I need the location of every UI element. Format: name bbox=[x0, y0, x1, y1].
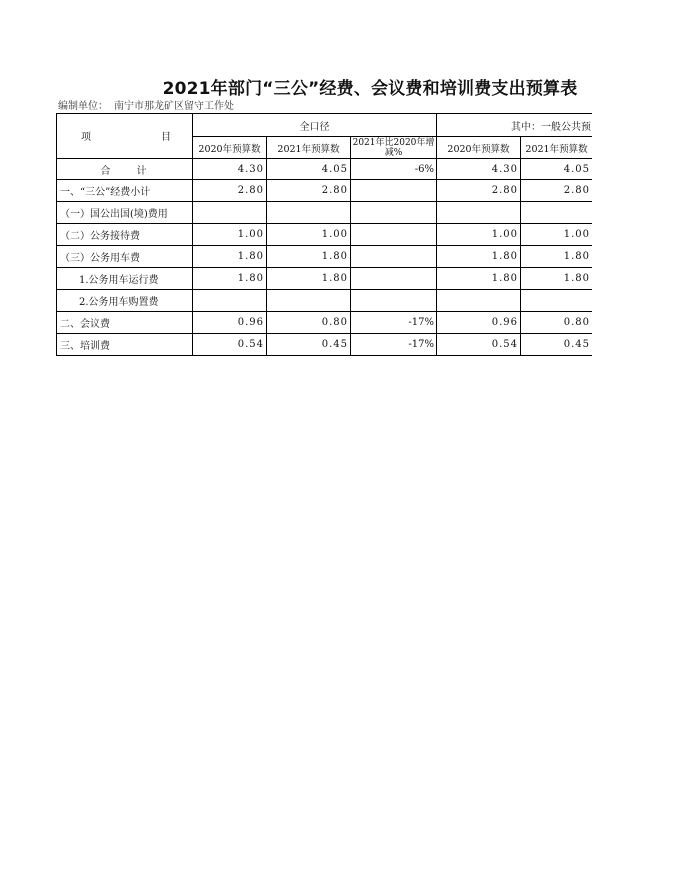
header-item-cell bbox=[57, 114, 193, 159]
row-2021-general: 1.00 bbox=[521, 224, 592, 246]
row-2021: 0.80 bbox=[267, 312, 351, 334]
row-2021: 2.80 bbox=[267, 180, 351, 202]
table-row bbox=[57, 334, 593, 356]
header-col-2021: 2021年预算数 bbox=[267, 137, 351, 159]
header-col-change: 2021年比2020年增减% bbox=[351, 137, 437, 159]
row-2020: 1.00 bbox=[193, 224, 267, 246]
header-row-groups bbox=[57, 114, 593, 137]
unit-line bbox=[58, 97, 234, 112]
row-2020: 2.80 bbox=[193, 180, 267, 202]
header-group-general: 其中：一般公共预 bbox=[437, 114, 592, 137]
row-2021: 4.05 bbox=[267, 159, 351, 180]
row-2021 bbox=[267, 290, 351, 312]
row-2021-general: 2.80 bbox=[521, 180, 592, 202]
row-name: 一、“三公”经费小计 bbox=[57, 180, 193, 202]
row-name: 三、培训费 bbox=[57, 334, 193, 356]
row-name: （三）公务用车费 bbox=[57, 246, 193, 268]
table-row bbox=[57, 246, 593, 268]
row-2020-general bbox=[437, 202, 521, 224]
row-change: -17% bbox=[351, 334, 437, 356]
row-change bbox=[351, 290, 437, 312]
header-item-left: 项 bbox=[81, 132, 91, 143]
row-2020: 4.30 bbox=[193, 159, 267, 180]
row-2020 bbox=[193, 202, 267, 224]
header-col-2020-general: 2020年预算数 bbox=[437, 137, 521, 159]
row-change bbox=[351, 268, 437, 290]
row-2021-general: 0.45 bbox=[521, 334, 592, 356]
row-2020-general bbox=[437, 290, 521, 312]
row-name: 二、会议费 bbox=[57, 312, 193, 334]
page-title: 2021年部门“三公”经费、会议费和培训费支出预算表 bbox=[162, 79, 578, 99]
row-change: -17% bbox=[351, 312, 437, 334]
row-2021-general: 4.05 bbox=[521, 159, 592, 180]
row-name: 合 计 bbox=[57, 159, 193, 180]
row-2021-general bbox=[521, 202, 592, 224]
table-row bbox=[57, 224, 593, 246]
row-change bbox=[351, 246, 437, 268]
row-2021-general: 1.80 bbox=[521, 246, 592, 268]
row-2021-general: 0.80 bbox=[521, 312, 592, 334]
row-2020-general: 1.80 bbox=[437, 268, 521, 290]
row-2021: 1.00 bbox=[267, 224, 351, 246]
table-row bbox=[57, 180, 593, 202]
table-row bbox=[57, 268, 593, 290]
header-col-2020: 2020年预算数 bbox=[193, 137, 267, 159]
row-2020-general: 2.80 bbox=[437, 180, 521, 202]
row-2020 bbox=[193, 290, 267, 312]
table-row bbox=[57, 202, 593, 224]
row-name: （二）公务接待费 bbox=[57, 224, 193, 246]
row-2020: 0.54 bbox=[193, 334, 267, 356]
row-change bbox=[351, 224, 437, 246]
row-change bbox=[351, 180, 437, 202]
row-2020: 1.80 bbox=[193, 246, 267, 268]
table-row-total bbox=[57, 159, 593, 180]
budget-table-container bbox=[56, 113, 592, 361]
header-group-all: 全口径 bbox=[193, 114, 437, 137]
table-row bbox=[57, 290, 593, 312]
header-col-2021-general: 2021年预算数 bbox=[521, 137, 592, 159]
row-2020-general: 0.54 bbox=[437, 334, 521, 356]
row-2020: 0.96 bbox=[193, 312, 267, 334]
row-change bbox=[351, 202, 437, 224]
row-2021: 0.45 bbox=[267, 334, 351, 356]
row-2021: 1.80 bbox=[267, 246, 351, 268]
row-name: （一）国公出国(境)费用 bbox=[57, 202, 193, 224]
unit-label: 编制单位： bbox=[58, 101, 108, 112]
row-2021-general bbox=[521, 290, 592, 312]
row-change: -6% bbox=[351, 159, 437, 180]
unit-value: 南宁市那龙矿区留守工作处 bbox=[114, 101, 234, 112]
row-name: 2.公务用车购置费 bbox=[57, 290, 193, 312]
table-row bbox=[57, 312, 593, 334]
budget-table bbox=[56, 113, 592, 356]
row-2020-general: 1.00 bbox=[437, 224, 521, 246]
row-2020-general: 4.30 bbox=[437, 159, 521, 180]
row-2021: 1.80 bbox=[267, 268, 351, 290]
row-2021 bbox=[267, 202, 351, 224]
row-name: 1.公务用车运行费 bbox=[57, 268, 193, 290]
row-2020-general: 1.80 bbox=[437, 246, 521, 268]
header-item-right: 目 bbox=[161, 132, 171, 143]
row-2020-general: 0.96 bbox=[437, 312, 521, 334]
row-2021-general: 1.80 bbox=[521, 268, 592, 290]
row-2020: 1.80 bbox=[193, 268, 267, 290]
